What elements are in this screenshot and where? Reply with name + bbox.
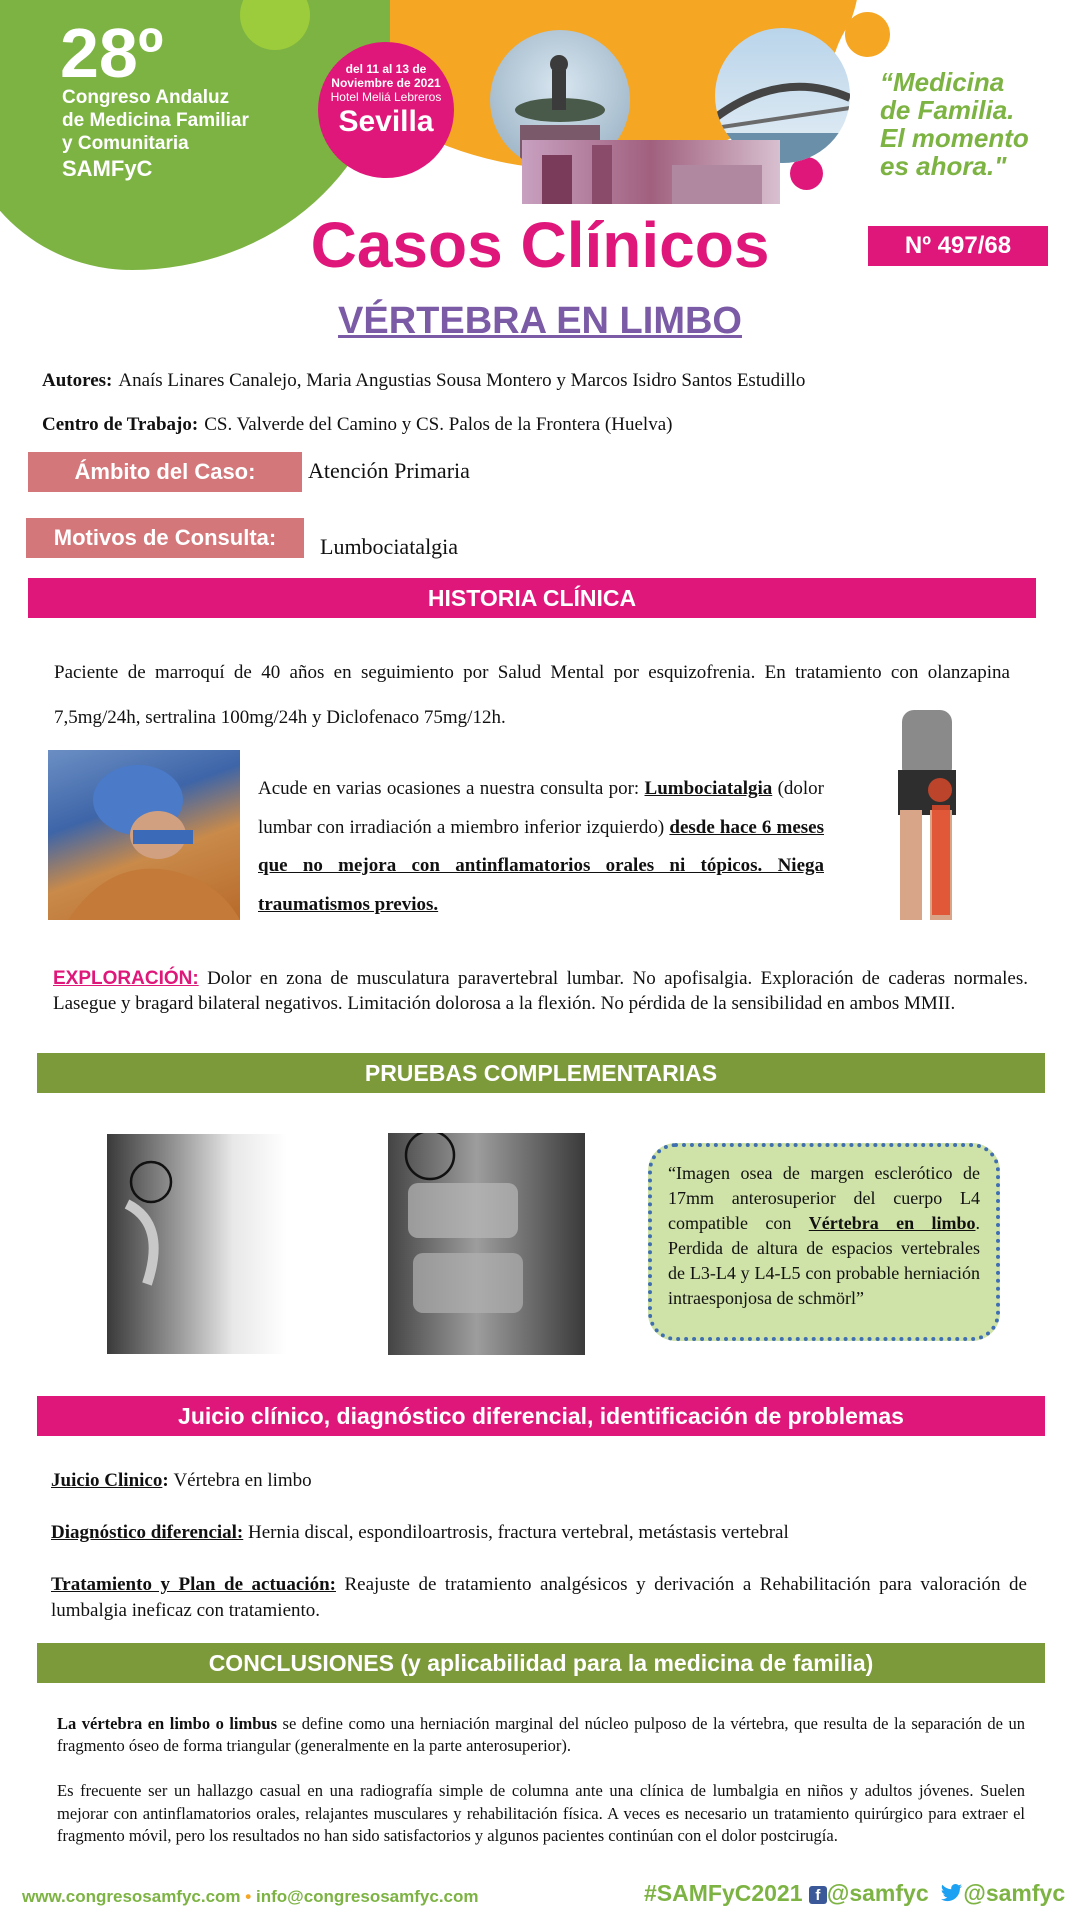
historia-paragraph-1: Paciente de marroquí de 40 años en seguimiento por Salud Mental por esquizofrenia. En tratamiento con olanzapina 7,5mg/24h, sertralina 100mg/24h y Diclofenaco 75mg/12h. [54,662,1010,728]
note-highlight: Vértebra en limbo [808,1213,976,1233]
scope-label: Ámbito del Caso: [28,452,302,492]
case-number-badge: Nº 497/68 [868,226,1048,266]
reason-label: Motivos de Consulta: [26,518,304,558]
conclusiones-paragraph-1 [57,1713,1025,1757]
header-orange-dot [845,12,890,57]
header-magenta-dot [790,157,823,190]
diagnostico-diferencial-row [51,1522,789,1544]
twitter-icon[interactable] [941,1882,963,1909]
casos-clinicos-title: Casos Clínicos [310,209,770,281]
historia-heading: HISTORIA CLÍNICA [28,578,1036,618]
reason-value: Lumbociatalgia [320,534,459,559]
juicio-clinico-label: Juicio Clinico [51,1470,163,1491]
hashtag: #SAMFyC2021 [644,1880,803,1906]
diferencial-value: Hernia discal, espondiloartrosis, fractura vertebral, metástasis vertebral [248,1522,789,1543]
pruebas-heading: PRUEBAS COMPLEMENTARIAS [37,1053,1045,1093]
exploracion-label: EXPLORACIÓN: [53,968,199,989]
workplace-label: Centro de Trabajo: [42,414,199,435]
facebook-handle[interactable]: @samfyc [826,1880,929,1906]
exploracion-text: Dolor en zona de musculatura paravertebral lumbar. No apofisalgia. Exploración de caderas normales. Lasegue y bragard bilateral negativos. Limitación dolorosa a la flexión. No pérdida de la sensibilidad en ambos MMII. [53,968,1028,1014]
badge-month: Noviembre de 2021 [331,76,441,90]
tratamiento-row [51,1572,1027,1624]
footer-social [644,1880,1065,1909]
badge-dates: del 11 al 13 de [345,62,427,76]
historia-paragraph-2 [258,770,824,924]
exploracion-paragraph [53,966,1028,1016]
tratamiento-label: Tratamiento y Plan de actuación: [51,1574,336,1595]
congress-name [62,86,249,183]
tratamiento-value: Reajuste de tratamiento analgésicos y derivación a Rehabilitación para valoración de lumbalgia ineficaz con tratamiento. [51,1574,1027,1621]
juicio-clinico-value: Vértebra en limbo [173,1470,312,1491]
footer-separator: • [245,1887,252,1906]
authors-label: Autores: [42,370,113,391]
radiology-report-note [648,1143,1000,1341]
pain-description: (dolor lumbar con irradiación a miembro inferior izquierdo) [258,778,824,838]
twitter-handle[interactable]: @samfyc [963,1880,1066,1906]
authors-value: Anaís Linares Canalejo, Maria Angustias Sousa Montero y Marcos Isidro Santos Estudillo [118,370,806,391]
conclusiones-heading: CONCLUSIONES (y aplicabilidad para la medicina de familia) [37,1643,1045,1683]
facebook-icon[interactable]: f [809,1886,827,1904]
congress-line: SAMFyC [62,156,153,181]
xray-image-2 [388,1133,585,1355]
slogan-line: El momento [880,123,1029,153]
website-link[interactable]: www.congresosamfyc.com [22,1887,241,1906]
note-text-end: . Perdida de altura de espacios vertebrales de L3-L4 y L4-L5 con probable herniación intraesponjosa de schmörl” [668,1213,980,1308]
authors-row [42,370,805,392]
juicio-heading: Juicio clínico, diagnóstico diferencial, identificación de problemas [37,1396,1045,1436]
cathedral-photo [522,140,780,204]
badge-venue: Hotel Meliá Lebreros [330,90,442,104]
footer-contact [22,1887,479,1907]
slogan-quote [880,68,1029,180]
congress-number: 28º [60,14,164,92]
workplace-value: CS. Valverde del Camino y CS. Palos de la Frontera (Huelva) [204,414,673,435]
congress-line: y Comunitaria [62,133,189,154]
congress-line: de Medicina Familiar [62,110,249,131]
lumbociatalgia-highlight: Lumbociatalgia [644,778,773,799]
sciatica-illustration [880,710,972,925]
slogan-line: es ahora." [880,151,1007,181]
note-text-start: “Imagen osea de margen esclerótico de 17mm anterosuperior del cuerpo L4 compatible con [668,1163,980,1233]
date-venue-badge [318,42,454,178]
badge-city: Sevilla [338,105,434,138]
conclusiones-paragraph-2: Es frecuente ser un hallazgo casual en una radiografía simple de columna ante una clínica de lumbalgia en niños y adultos jóvenes. Suelen mejorar con antinflamatorios orales, relajantes musculares y rehabilitación física. A veces es necesario un tratamiento quirúrgico para extraer el fragmento móvil, pero los resultados no han sido satisfactorios y algunos pacientes continúan con el dolor postcirugía. [57,1781,1025,1845]
slogan-line: de Familia. [880,95,1015,125]
limbus-definition: se define como una herniación marginal del núcleo pulposo de la vértebra, que resulta de la separación de un fragmento óseo de forma triangular (generalmente en la parte anterosuperior). [57,1714,1025,1755]
duration-highlight: desde hace 6 meses que no mejora con antinflamatorios orales ni tópicos. Niega traumatismos previos. [258,816,825,915]
congress-line: Congreso Andaluz [62,87,230,108]
consult-intro: Acude en varias ocasiones a nuestra consulta por: [258,778,645,799]
scope-value: Atención Primaria [308,458,470,483]
email-link[interactable]: info@congresosamfyc.com [255,1887,479,1906]
juicio-clinico-row: Juicio Clinico: Vértebra en limbo [51,1470,312,1491]
diferencial-label: Diagnóstico diferencial: [51,1522,244,1543]
case-title: VÉRTEBRA EN LIMBO [338,300,742,342]
xray-image-1 [107,1134,287,1354]
patient-photo [48,750,240,920]
workplace-row [42,414,672,436]
slogan-line: “Medicina [880,67,1005,97]
limbus-term: La vértebra en limbo o limbus [57,1714,278,1733]
